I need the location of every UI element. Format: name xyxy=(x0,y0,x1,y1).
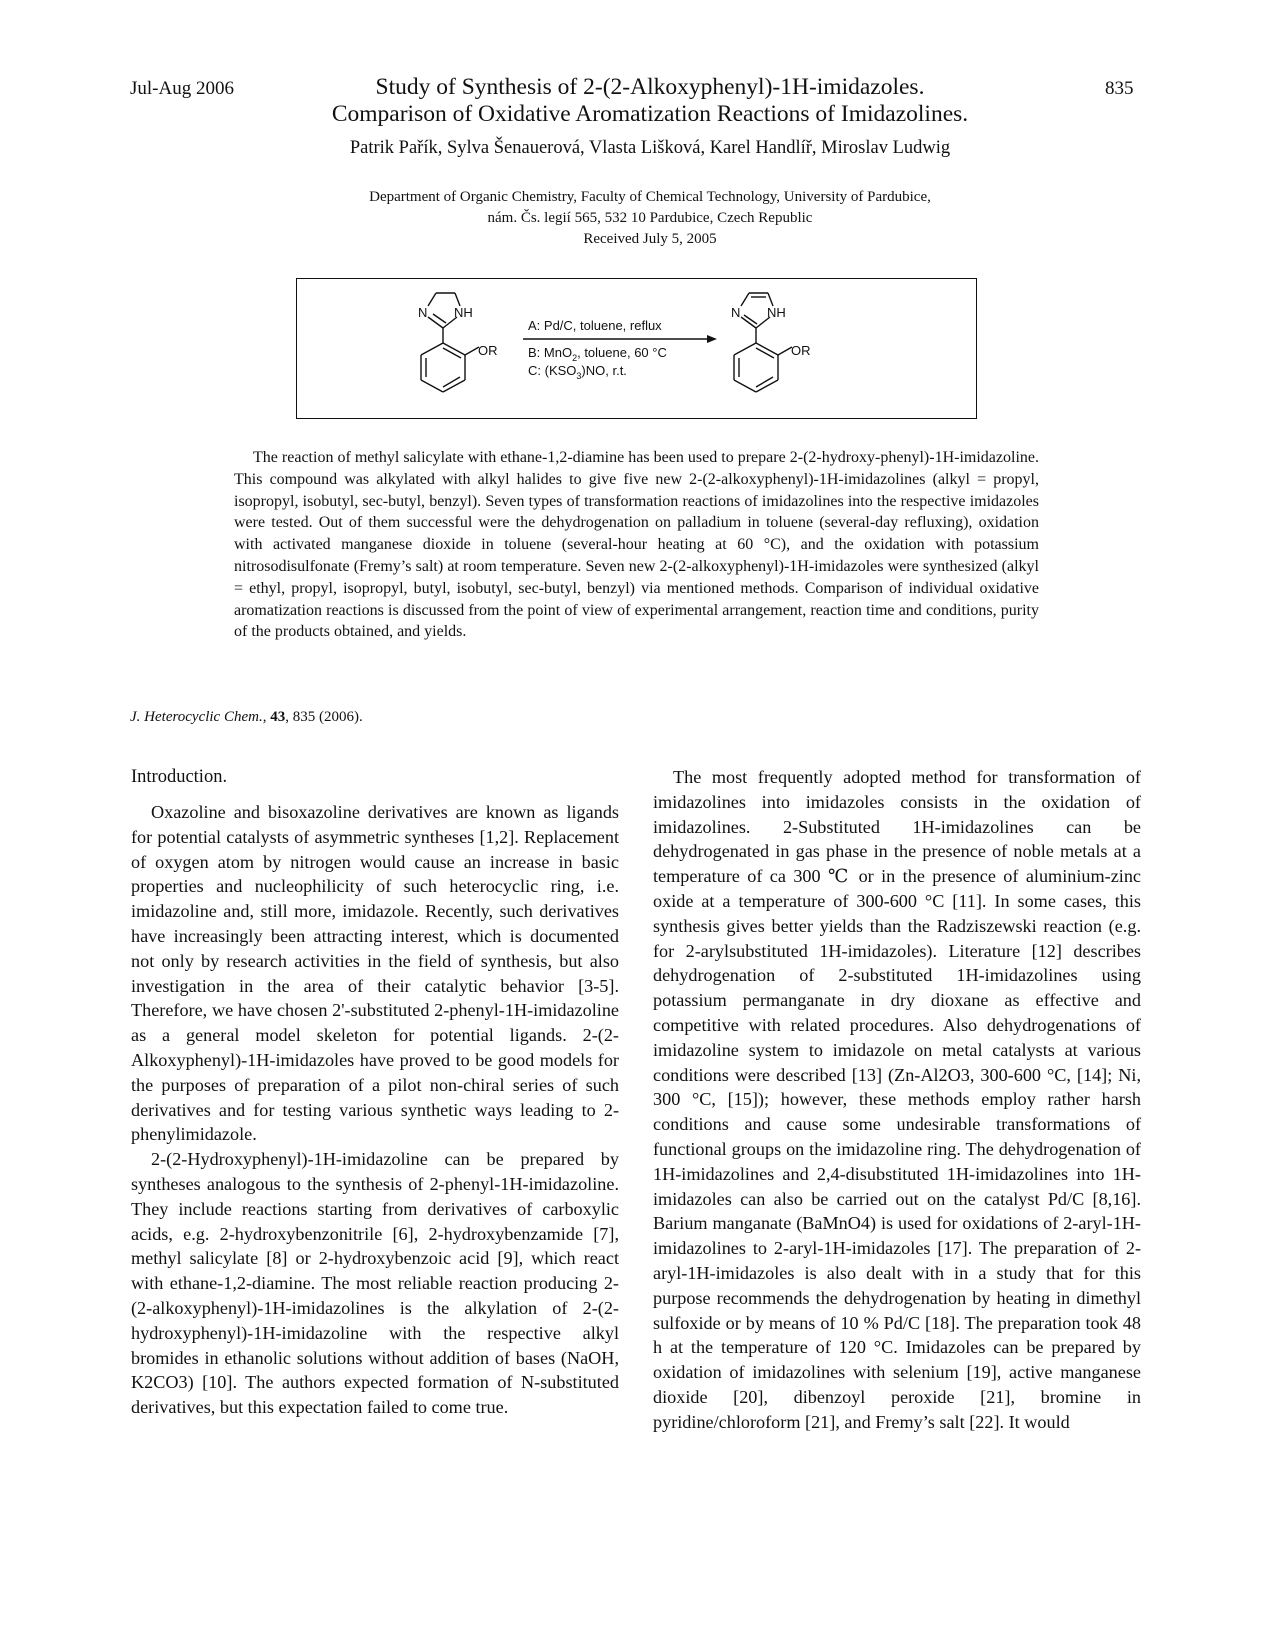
product-n-label: N xyxy=(731,305,741,320)
affiliation xyxy=(290,187,1010,250)
authors: Patrik Pařík, Sylva Šenauerová, Vlasta Lišková, Karel Handlíř, Miroslav Ludwig xyxy=(349,138,951,158)
reactant-or-label: OR xyxy=(478,343,498,358)
abstract-text: The reaction of methyl salicylate with ethane-1,2-diamine has been used to prepare 2-(2-hydroxy-phenyl)-1H-imidazoline. This compound was alkylated with alkyl halides to give five new 2-(2-alkoxyphenyl)-1H-imidazolines (alkyl = propyl, isopropyl, isobutyl, sec-butyl, benzyl). Seven types of transformation reactions of imidazolines into the respective imidazoles were tested. Out of them successful were the dehydrogenation on palladium in toluene (several-day refluxing), oxidation with activated manganese dioxide in toluene (several-hour heating at 60 °C), and the oxidation with potassium nitrosodisulfonate (Fremy’s salt) at room temperature. Seven new 2-(2-alkoxyphenyl)-1H-imidazoles were synthesized (alkyl = ethyl, propyl, isopropyl, butyl, isobutyl, sec-butyl, benzyl) via mentioned methods. Comparison of individual oxidative aromatization reactions is discussed from the point of view of experimental arrangement, reaction time and conditions, purity of the products obtained, and yields. xyxy=(234,449,1039,641)
condition-a: A: Pd/C, toluene, reflux xyxy=(528,318,662,333)
citation-journal: J. Heterocyclic Chem. xyxy=(130,709,263,725)
citation-volume: 43 xyxy=(270,709,286,725)
intro-paragraph-2: 2-(2-Hydroxyphenyl)-1H-imidazoline can be prepared by syntheses analogous to the synthesis of 2-phenyl-1H-imidazoline. They include reactions starting from derivatives of carboxylic acids, e.g. 2-hydroxybenzonitrile [6], 2-hydroxybenzamide [7], methyl salicylate [8] or 2-hydroxybenzoic acid [9], which react with ethane-1,2-diamine. The most reliable reaction producing 2-(2-alkoxyphenyl)-1H-imidazolines is the alkylation of 2-(2-hydroxyphenyl)-1H-imidazoline with the respective alkyl bromides in ethanolic solutions without addition of bases (NaOH, K2CO3) [10]. The authors expected formation of N-substituted derivatives, but this expectation failed to come true. xyxy=(131,1149,619,1418)
reactant-n-label: N xyxy=(418,305,428,320)
product-nh-label: NH xyxy=(767,305,786,320)
condition-b: B: MnO$_2$, toluene, 60 °C xyxy=(528,345,667,363)
reaction-scheme-drawing xyxy=(297,279,978,420)
reaction-scheme xyxy=(296,278,977,419)
affiliation-line-2: nám. Čs. legií 565, 532 10 Pardubice, Czech Republic xyxy=(487,210,813,226)
right-column xyxy=(653,765,1141,1435)
section-heading-introduction: Introduction. xyxy=(131,767,228,787)
header-date: Jul-Aug 2006 xyxy=(130,78,234,99)
intro-paragraph-1: Oxazoline and bisoxazoline derivatives are known as ligands for potential catalysts of asymmetric syntheses [1,2]. Replacement of oxygen atom by nitrogen would cause an increase in basic properties and nucleophilicity of such heterocyclic ring, i.e. imidazoline and, still more, imidazole. Recently, such derivatives have increasingly been attracting interest, which is documented not only by research activities in the field of synthesis, but also investigation in the area of their catalytic behavior [3-5]. Therefore, we have chosen 2'-substituted 2-phenyl-1H-imidazoline as a general model skeleton for potential ligands. 2-(2-Alkoxyphenyl)-1H-imidazoles have proved to be good models for the purposes of preparation of a pilot non-chiral series of such derivatives and for testing various synthetic ways leading to 2-phenylimidazole. xyxy=(131,802,619,1145)
received-date: Received July 5, 2005 xyxy=(583,231,717,247)
citation xyxy=(130,709,363,726)
intro-paragraph-3: The most frequently adopted method for transformation of imidazolines into imidazoles consists in the oxidation of imidazolines. 2-Substituted 1H-imidazolines can be dehydrogenated in gas phase in the presence of noble metals at a temperature of ca 300 ℃ or in the presence of aluminium-zinc oxide at a temperature of 300-600 °C [11]. In some cases, this synthesis gives better yields than the Radziszewski reaction (e.g. for 2-arylsubstituted 1H-imidazoles). Literature [12] describes dehydrogenation of 2-substituted 1H-imidazolines using potassium permanganate in dry dioxane as effective and competitive with related procedures. Also dehydrogenations of imidazoline system to imidazole on metal catalysts at various conditions were described [13] (Zn-Al2O3, 300-600 °C, [14]; Ni, 300 °C, [15]); however, these methods employ rather harsh conditions and cause some undesirable transformations of functional groups on the imidazoline ring. The dehydrogenation of 1H-imidazolines and 2,4-disubstituted 1H-imidazolines into 1H-imidazoles can also be carried out on the catalyst Pd/C [8,16]. Barium manganate (BaMnO4) is used for oxidations of 2-aryl-1H-imidazolines to 2-aryl-1H-imidazoles [17]. The preparation of 2-aryl-1H-imidazoles is also dealt with in a study that for this purpose recommends the dehydrogenation by heating in dimethyl sulfoxide or by means of 10 % Pd/C [18]. The preparation took 48 h at the temperature of 120 °C. Imidazoles can be prepared by oxidation of imidazolines with selenium [19], active manganese dioxide [20], dibenzoyl peroxide [21], bromine in pyridine/chloroform [21], and Fremy’s salt [22]. It would xyxy=(653,767,1141,1432)
reactant-nh-label: NH xyxy=(454,305,473,320)
left-column xyxy=(131,765,619,1420)
arrow-head-icon xyxy=(707,335,717,343)
page-number: 835 xyxy=(1105,78,1134,99)
affiliation-line-1: Department of Organic Chemistry, Faculty of Chemical Technology, University of Pardubice, xyxy=(369,189,931,205)
title-line-1: Study of Synthesis of 2-(2-Alkoxyphenyl)-1H-imidazoles. xyxy=(375,74,925,100)
product-or-label: OR xyxy=(791,343,811,358)
title-line-2: Comparison of Oxidative Aromatization Reactions of Imidazolines. xyxy=(331,101,969,127)
citation-separator: , xyxy=(262,709,271,725)
citation-rest: , 835 (2006). xyxy=(285,709,363,725)
abstract xyxy=(234,447,1039,643)
condition-c: C: $(KSO_3)NO$, r.t. xyxy=(528,363,627,381)
